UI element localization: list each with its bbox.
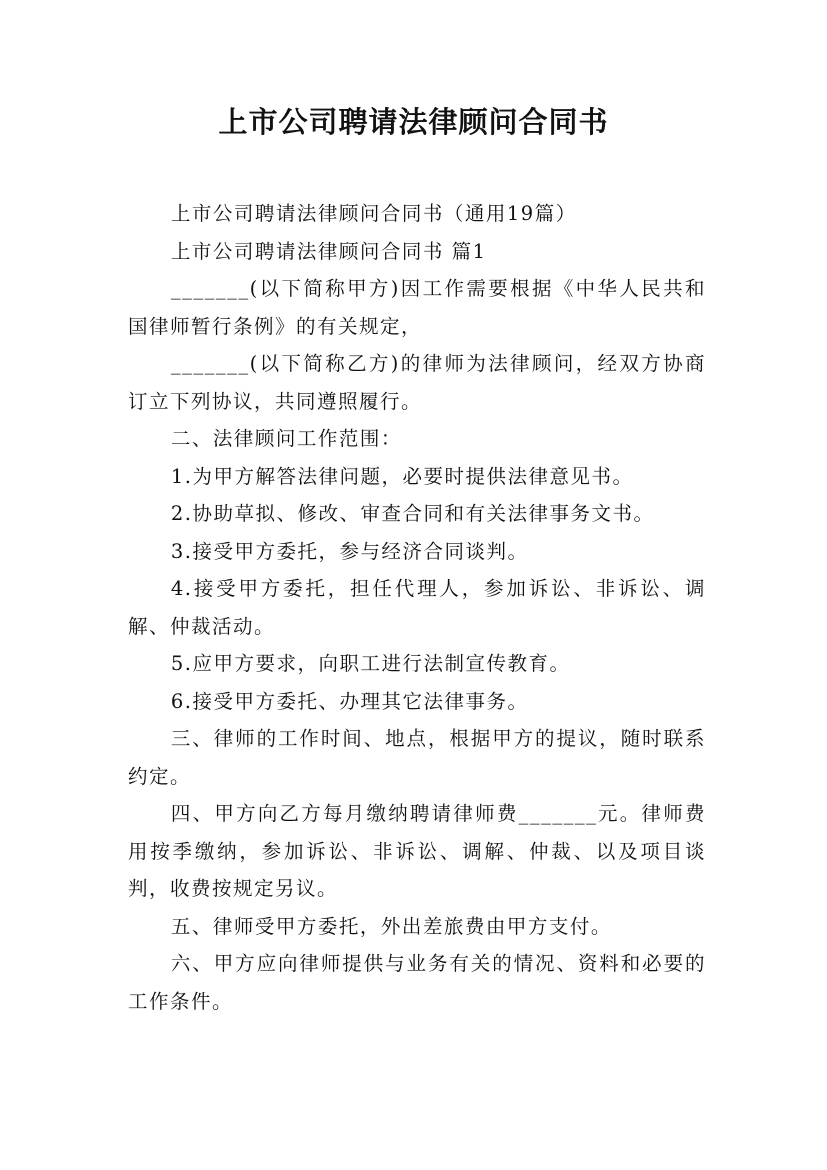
paragraph-section-heading: 上市公司聘请法律顾问合同书 篇1 — [170, 239, 487, 263]
paragraph-scope-item-6: 6.接受甲方委托、办理其它法律事务。 — [170, 689, 529, 713]
paragraph-clause-3: 三、律师的工作时间、地点，根据甲方的提议，随时联系约定。 — [128, 727, 706, 788]
document-title: 上市公司聘请法律顾问合同书 — [218, 105, 609, 139]
paragraph-scope-item-3: 3.接受甲方委托，参与经济合同谈判。 — [170, 539, 529, 563]
paragraph-scope-item-1: 1.为甲方解答法律问题，必要时提供法律意见书。 — [170, 464, 634, 488]
paragraph-clause-6: 六、甲方应向律师提供与业务有关的情况、资料和必要的工作条件。 — [128, 952, 706, 1013]
paragraph-clause-4: 四、甲方向乙方每月缴纳聘请律师费_______元。律师费用按季缴纳，参加诉讼、非诉讼、调解、仲裁、以及项目谈判，收费按规定另议。 — [128, 802, 706, 900]
paragraph-scope-item-2: 2.协助草拟、修改、审查合同和有关法律事务文书。 — [170, 502, 655, 525]
paragraph-party-a: _______(以下简称甲方)因工作需要根据《中华人民共和国律师暂行条例》的有关规定， — [128, 277, 706, 338]
document-body — [128, 195, 706, 1020]
paragraph-subtitle: 上市公司聘请法律顾问合同书（通用19篇） — [170, 202, 577, 225]
paragraph-scope-heading: 二、法律顾问工作范围： — [170, 427, 402, 450]
paragraph-party-b: _______(以下简称乙方)的律师为法律顾问，经双方协商订立下列协议，共同遵照履行。 — [128, 352, 706, 413]
paragraph-clause-5: 五、律师受甲方委托，外出差旅费由甲方支付。 — [170, 914, 612, 938]
paragraph-scope-item-4: 4.接受甲方委托，担任代理人，参加诉讼、非诉讼、调解、仲裁活动。 — [128, 577, 706, 638]
paragraph-scope-item-5: 5.应甲方要求，向职工进行法制宣传教育。 — [170, 652, 571, 675]
